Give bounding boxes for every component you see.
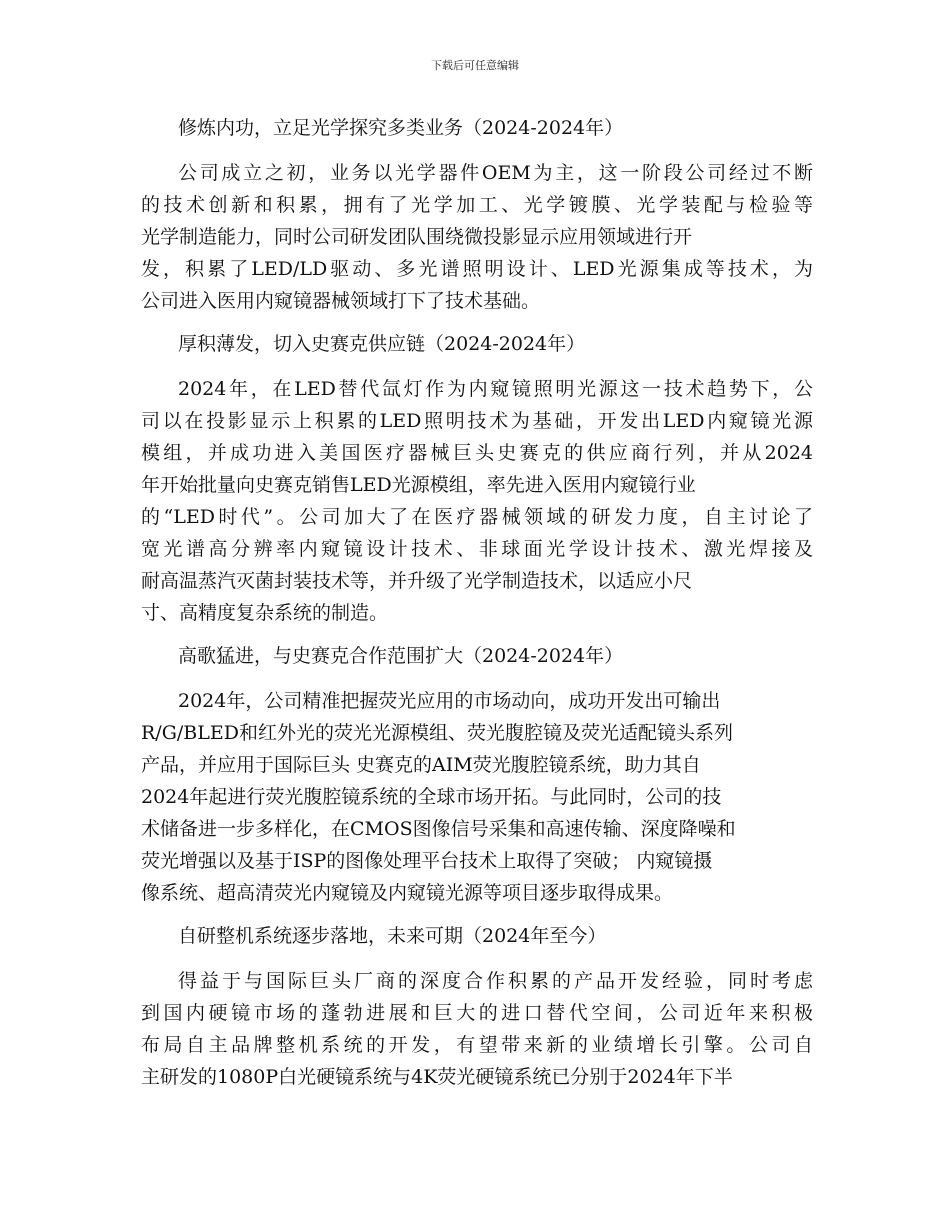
page-header: 下载后可任意编辑 [431, 59, 519, 72]
paragraph-line: 到国内硬镜市场的蓬勃进展和巨大的进口替代空间，公司近年来积极 [141, 1002, 813, 1024]
paragraph-line: 寸、高精度复杂系统的制造。 [141, 602, 389, 624]
paragraph-line: 的技术创新和积累，拥有了光学加工、光学镀膜、光学装配与检验等 [141, 194, 813, 216]
paragraph-line: 荧光增强以及基于ISP的图像处理平台技术上取得了突破； 内窥镜摄 [141, 850, 713, 872]
section-heading: 自研整机系统逐步落地，未来可期（2024年至今） [178, 925, 607, 947]
document-body [141, 112, 813, 1093]
paragraph-line: 司以在投影显示上积累的LED照明技术为基础，开发出LED内窥镜光源 [141, 410, 813, 432]
paragraph-line: 2024年，在LED替代氙灯作为内窥镜照明光源这一技术趋势下，公 [178, 378, 813, 400]
paragraph-line: 像系统、超高清荧光内窥镜及内窥镜光源等项目逐步取得成果。 [141, 882, 674, 904]
paragraph-line: 光学制造能力，同时公司研发团队围绕微投影显示应用领域进行开 [141, 226, 693, 248]
paragraph-line: 宽光谱高分辨率内窥镜设计技术、非球面光学设计技术、激光焊接及 [141, 538, 813, 560]
paragraph-line: 术储备进一步多样化，在CMOS图像信号采集和高速传输、深度降噪和 [141, 818, 736, 840]
paragraph-line: 年开始批量向史赛克销售LED光源模组，率先进入医用内窥镜行业 [141, 474, 696, 496]
paragraph-line: 布局自主品牌整机系统的开发，有望带来新的业绩增长引擎。公司自 [141, 1034, 813, 1056]
paragraph-line: 得益于与国际巨头厂商的深度合作积累的产品开发经验，同时考虑 [178, 970, 813, 992]
paragraph-line: 2024年，公司精准把握荧光应用的市场动向，成功开发出可输出 [178, 690, 721, 712]
section-heading: 高歌猛进，与史赛克合作范围扩大（2024-2024年） [178, 645, 624, 667]
paragraph-line: 公司成立之初，业务以光学器件OEM为主，这一阶段公司经过不断 [178, 162, 813, 184]
paragraph-line: R/G/BLED和红外光的荧光光源模组、荧光腹腔镜及荧光适配镜头系列 [141, 722, 733, 744]
paragraph-line: 公司进入医用内窥镜器械领域打下了技术基础。 [141, 290, 541, 312]
paragraph-line: 2024年起进行荧光腹腔镜系统的全球市场开拓。与此同时，公司的技 [141, 786, 722, 808]
paragraph-line: 发，积累了LED/LD驱动、多光谱照明设计、LED光源集成等技术，为 [141, 258, 813, 280]
paragraph-line: 产品，并应用于国际巨头 史赛克的AIM荧光腹腔镜系统，助力其自 [141, 754, 701, 776]
paragraph-line: 模组，并成功进入美国医疗器械巨头史赛克的供应商行列，并从2024 [141, 442, 813, 464]
paragraph-line: 的“LED时代”。公司加大了在医疗器械领域的研发力度，自主讨论了 [141, 506, 813, 528]
paragraph-line: 耐高温蒸汽灭菌封装技术等，并升级了光学制造技术，以适应小尺 [141, 570, 693, 592]
paragraph-line: 主研发的1080P白光硬镜系统与4K荧光硬镜系统已分别于2024年下半 [141, 1066, 733, 1088]
section-heading: 修炼内功，立足光学探究多类业务（2024-2024年） [178, 117, 624, 139]
section-heading: 厚积薄发，切入史赛克供应链（2024-2024年） [178, 333, 586, 355]
